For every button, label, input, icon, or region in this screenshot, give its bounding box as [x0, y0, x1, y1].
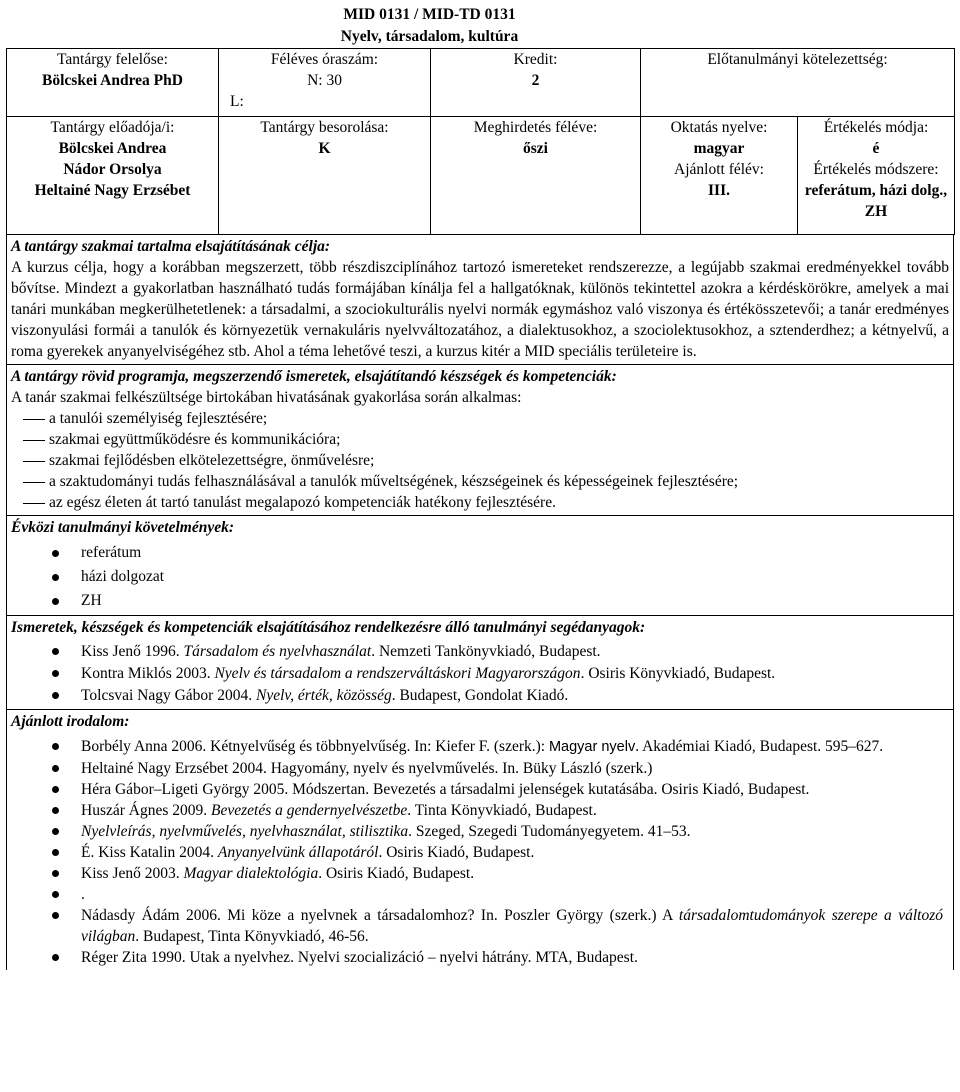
- course-sheet: [6, 0, 954, 970]
- language-label: Oktatás nyelve:: [670, 119, 768, 136]
- dash-icon: [23, 419, 45, 420]
- semester-value: őszi: [523, 140, 548, 157]
- list-item: Héra Gábor–Ligeti György 2005. Módszertan. Bevezetés a társadalmi jelenségek kutatásába. Osiris Kiadó, Budapest.: [11, 779, 943, 800]
- literature-section: [6, 710, 954, 970]
- hours-l: L:: [230, 93, 244, 110]
- bullet-icon: [52, 954, 59, 961]
- list-item: Heltainé Nagy Erzsébet 2004. Hagyomány, nyelv és nyelvművelés. In. Büky László (szerk.): [11, 758, 943, 779]
- eval-mode-label: Értékelés módja:: [823, 119, 929, 136]
- list-item: Borbély Anna 2006. Kétnyelvűség és többnyelvűség. In: Kiefer F. (szerk.): Magyar nyelv. Akadémiai Kiadó, Budapest. 595–627.: [11, 736, 943, 758]
- classification-value: K: [318, 140, 331, 157]
- credit-label: Kredit:: [513, 51, 558, 68]
- list-item: Kiss Jenő 2003. Magyar dialektológia. Osiris Kiadó, Budapest.: [11, 863, 943, 884]
- list-item: É. Kiss Katalin 2004. Anyanyelvünk állapotáról. Osiris Kiadó, Budapest.: [11, 842, 943, 863]
- list-item: Nádasdy Ádám 2006. Mi köze a nyelvnek a társadalomhoz? In. Poszler György (szerk.) A társadalomtudományok szerepe a változó világban. Budapest, Tinta Könyvkiadó, 46-56.: [11, 905, 943, 947]
- requirements-title: Évközi tanulmányi követelmények:: [11, 519, 235, 536]
- materials-section: [6, 616, 954, 710]
- course-name: Nyelv, társadalom, kultúra: [340, 28, 519, 45]
- eval-method-label: Értékelés módszere:: [813, 161, 939, 178]
- hours-value: N: 30: [307, 72, 342, 89]
- bullet-icon: [52, 870, 59, 877]
- list-item: Réger Zita 1990. Utak a nyelvhez. Nyelvi szocializáció – nyelvi hátrány. MTA, Budapest.: [11, 947, 943, 968]
- eval-mode-value: é: [872, 140, 880, 157]
- list-item: referátum: [11, 541, 949, 565]
- course-header-table: [6, 0, 955, 235]
- eval-method-value: referátum, házi dolg., ZH: [804, 182, 948, 220]
- program-intro: A tanár szakmai felkészültsége birtokában hivatásának gyakorlása során alkalmas:: [11, 389, 522, 406]
- lecturer-name: Heltainé Nagy Erzsébet: [34, 182, 191, 199]
- list-item: szakmai fejlődésben elkötelezettségre, önművelésre;: [11, 450, 949, 471]
- bullet-icon: [52, 849, 59, 856]
- course-code: MID 0131 / MID-TD 0131: [343, 6, 516, 23]
- goal-text: A kurzus célja, hogy a korábban megszerzett, több részdiszciplínához tartozó ismereteket rendszerezze, a legújabb szakmai eredményekkel tovább bővítse. Mindezt a gyakorlatban használható tudás formájában kínálja fel a hallgatóknak, különös tekintettel azokra a kérdéskörökre, amelyek a mai tanári munkában megkerülhetetlenek: a társadalmi, a szociokulturális nyelvi normák egymáshoz való viszonya és értékösszetevői; a tanár eredményes viszonyulási formái a tanulók és környezetük vernakuláris nyelvváltozatához, a dialektusokhoz, a szociolektusokhoz, a sztenderdhez; a kétnyelvű, a roma gyerekek anyanyelviségéhez stb. Ahol a téma lehetővé teszi, a kurzus kitér a MID speciális területeire is.: [11, 259, 949, 360]
- list-item: ZH: [11, 589, 949, 613]
- program-section: [6, 365, 954, 516]
- dash-icon: [23, 503, 45, 504]
- list-item: szakmai együttműködésre és kommunikációra;: [11, 429, 949, 450]
- list-item: házi dolgozat: [11, 565, 949, 589]
- responsible-name: Bölcskei Andrea PhD: [42, 72, 183, 89]
- bullet-icon: [52, 807, 59, 814]
- literature-title: Ajánlott irodalom:: [11, 713, 130, 730]
- list-item: a szaktudományi tudás felhasználásával a tanulók műveltségének, készségeinek és képességeinek fejlesztésére;: [11, 471, 949, 492]
- recommended-label: Ajánlott félév:: [674, 161, 764, 178]
- dash-icon: [23, 440, 45, 441]
- lecturer-name: Nádor Orsolya: [63, 161, 162, 178]
- program-title: A tantárgy rövid programja, megszerzendő ismeretek, elsajátítandó készségek és kompetenciák:: [11, 368, 617, 385]
- bullet-icon: [52, 912, 59, 919]
- bullet-icon: [52, 828, 59, 835]
- bullet-icon: [52, 891, 59, 898]
- goal-section: [6, 235, 954, 365]
- list-item: az egész életen át tartó tanulást megalapozó kompetenciák hatékony fejlesztésére.: [11, 492, 949, 513]
- classification-label: Tantárgy besorolása:: [260, 119, 389, 136]
- list-item: Nyelvleírás, nyelvművelés, nyelvhasználat, stilisztika. Szeged, Szegedi Tudományegyetem. 41–53.: [11, 821, 943, 842]
- list-item: Huszár Ágnes 2009. Bevezetés a gendernyelvészetbe. Tinta Könyvkiadó, Budapest.: [11, 800, 943, 821]
- credit-value: 2: [531, 72, 540, 89]
- materials-list: [11, 641, 949, 707]
- hours-label: Féléves óraszám:: [270, 51, 379, 68]
- bullet-icon: [52, 670, 59, 677]
- bullet-icon: [52, 692, 59, 699]
- bullet-icon: [52, 743, 59, 750]
- list-item: a tanulói személyiség fejlesztésére;: [11, 408, 949, 429]
- semester-label: Meghirdetés féléve:: [473, 119, 598, 136]
- bullet-icon: [52, 550, 59, 557]
- requirements-section: [6, 516, 954, 616]
- requirements-list: [11, 541, 949, 613]
- bullet-icon: [52, 574, 59, 581]
- bullet-icon: [52, 598, 59, 605]
- recommended-value: III.: [708, 182, 730, 199]
- list-item: Kontra Miklós 2003. Nyelv és társadalom a rendszerváltáskori Magyarországon. Osiris Könyvkiadó, Budapest.: [11, 663, 949, 685]
- literature-list: [11, 736, 949, 968]
- program-list: [11, 408, 949, 513]
- list-item: .: [11, 884, 943, 905]
- goal-title: A tantárgy szakmai tartalma elsajátításának célja:: [11, 238, 331, 255]
- materials-title: Ismeretek, készségek és kompetenciák elsajátításához rendelkezésre álló tanulmányi segédanyagok:: [11, 619, 646, 636]
- list-item: Tolcsvai Nagy Gábor 2004. Nyelv, érték, közösség. Budapest, Gondolat Kiadó.: [11, 685, 949, 707]
- bullet-icon: [52, 765, 59, 772]
- dash-icon: [23, 461, 45, 462]
- list-item: Kiss Jenő 1996. Társadalom és nyelvhasználat. Nemzeti Tankönyvkiadó, Budapest.: [11, 641, 949, 663]
- dash-icon: [23, 482, 45, 483]
- language-value: magyar: [693, 140, 745, 157]
- lecturer-label: Tantárgy előadója/i:: [50, 119, 175, 136]
- lecturer-name: Bölcskei Andrea: [58, 140, 167, 157]
- bullet-icon: [52, 786, 59, 793]
- responsible-label: Tantárgy felelőse:: [57, 51, 168, 68]
- bullet-icon: [52, 648, 59, 655]
- prereq-label: Előtanulmányi kötelezettség:: [707, 51, 888, 68]
